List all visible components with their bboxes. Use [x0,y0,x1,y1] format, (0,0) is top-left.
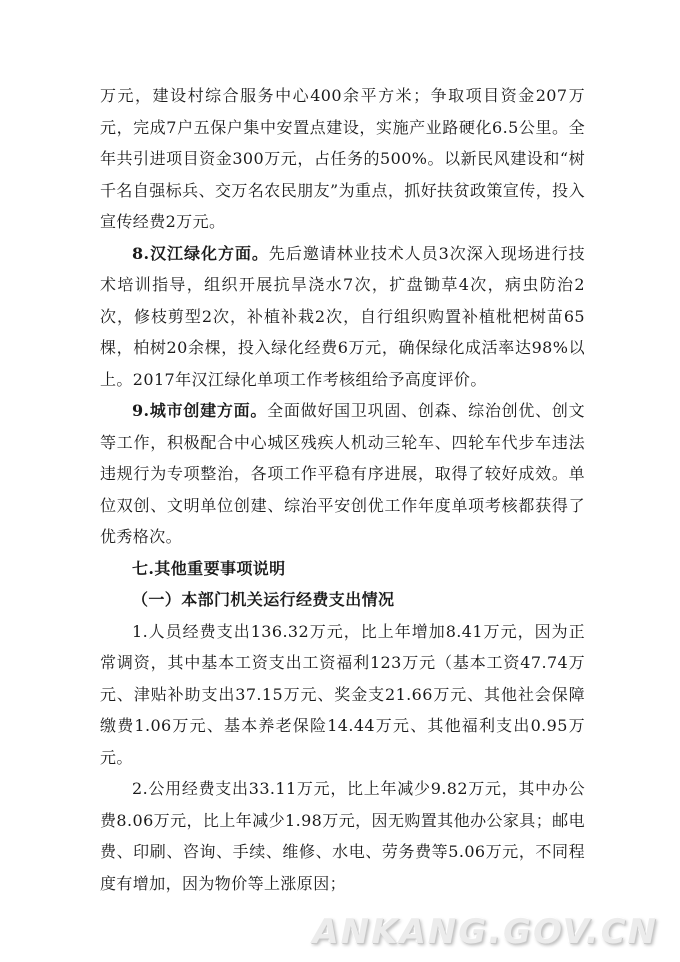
paragraph-personnel-expenses [100,616,585,774]
paragraph-text: 先后邀请林业技术人员3次深入现场进行技术培训指导，组织开展抗旱浇水7次，扩盘锄草4次，病虫防治2次，修枝剪型2次，补植补栽2次，自行组织购置补植枇杷树苗65棵，柏树20余棵，投入绿化经费6万元，确保绿化成活率达98%以上。2017年汉江绿化单项工作考核组给予高度评价。 [100,243,585,389]
item-label: 8.汉江绿化方面。 [132,243,269,263]
document-body [100,80,585,899]
paragraph-rural-projects [100,80,585,238]
subsection-heading: （一）本部门机关运行经费支出情况 [132,590,395,609]
item-label: 9.城市创建方面。 [132,401,268,420]
site-watermark: ANKANG.GOV.CN [312,912,658,952]
paragraph-city-creation [100,395,585,553]
section-heading: 七.其他重要事项说明 [132,558,286,578]
paragraph-text: 万元，建设村综合服务中心400余平方米；争取项目资金207万元，完成7户五保户集中安置点建设，实施产业路硬化6.5公里。全年共引进项目资金300万元，占任务的500%。以新民风建设和“树千名自强标兵、交万名农民朋友”为重点，抓好扶贫政策宣传，投入宣传经费2万元。 [100,86,585,231]
paragraph-text: 2.公用经费支出33.11万元，比上年减少9.82万元，其中办公费8.06万元，比上年减少1.98万元，因无购置其他办公家具；邮电费、印刷、咨询、手续、维修、水电、劳务费等5.06万元，不同程度有增加，因为物价等上涨原因； [100,779,585,893]
paragraph-public-expenses [100,773,585,899]
paragraph-text: 全面做好国卫巩固、创森、综治创优、创文等工作，积极配合中心城区残疾人机动三轮车、四轮车代步车违法违规行为专项整治，各项工作平稳有序进展，取得了较好成效。单位双创、文明单位创建、综治平安创优工作年度单项考核都获得了优秀格次。 [100,401,585,546]
paragraph-text: 1.人员经费支出136.32万元，比上年增加8.41万元，因为正常调资，其中基本工资支出工资福利123万元（基本工资47.74万元、津贴补助支出37.15万元、奖金支21.66万元、其他社会保障缴费1.06万元、基本养老保险14.44万元、其他福利支出0.95万元。 [100,621,585,767]
paragraph-hanjiang-greening [100,238,585,396]
